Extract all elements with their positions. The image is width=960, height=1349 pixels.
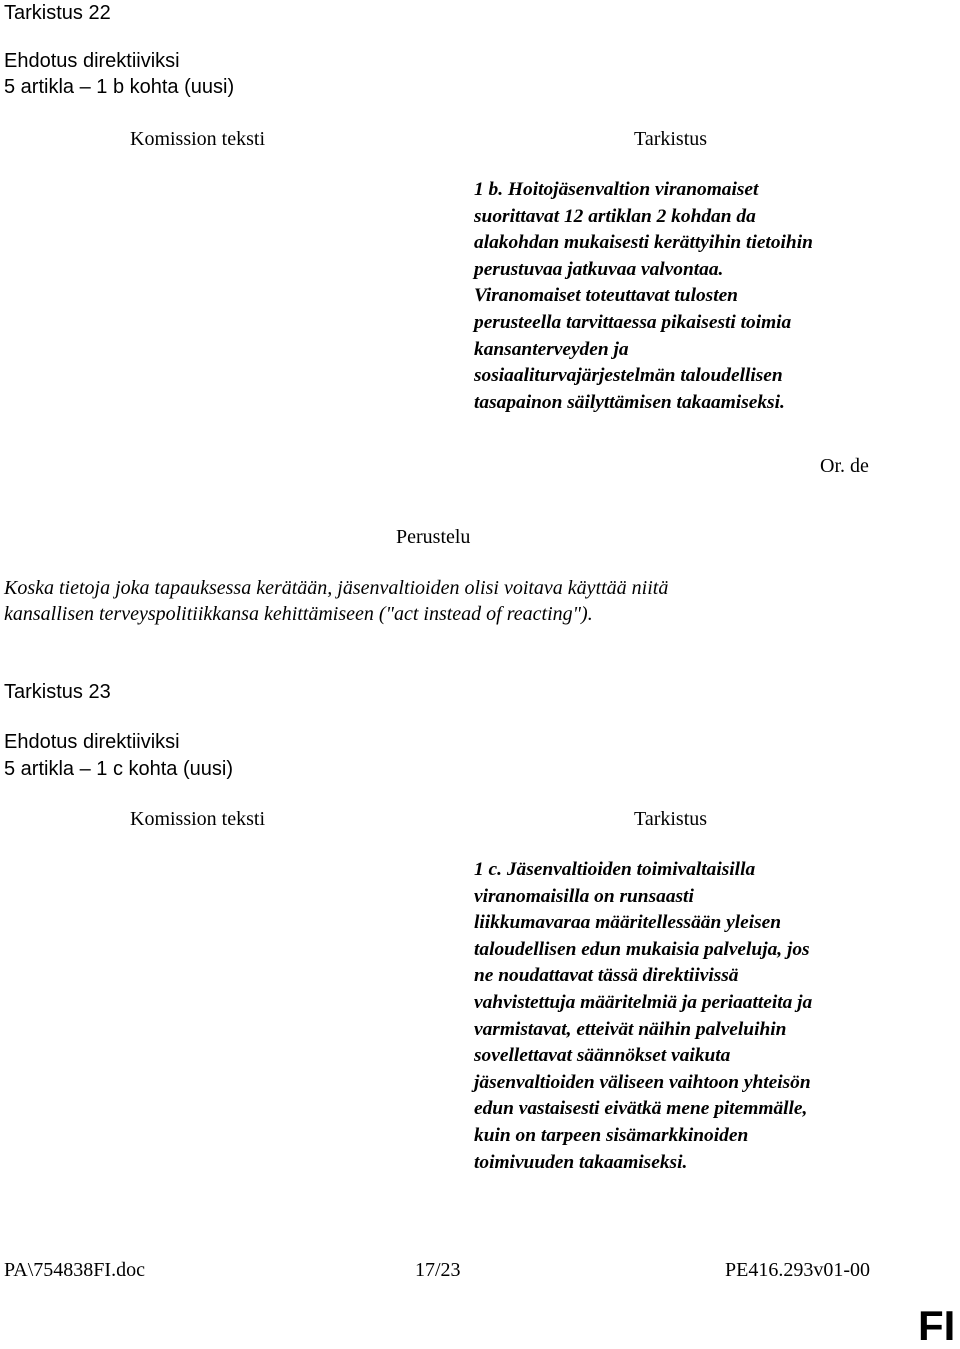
amendment-23-text-line: edun vastaisesti eivätkä mene pitemmälle, [474, 1098, 808, 1120]
amendment-23-text-line: 1 c. Jäsenvaltioiden toimivaltaisilla [474, 859, 756, 880]
amendment-23-text-line: sovellettavat säännökset vaikuta [474, 1045, 731, 1067]
amendment-22-text [474, 177, 813, 416]
amendment-22-amendment-heading: Tarkistus [634, 128, 708, 150]
amendment-23-text-line: toimivuuden takaamiseksi. [474, 1151, 688, 1173]
amendment-22-text-line: tasapainon säilyttämisen takaamiseksi. [474, 391, 785, 413]
amendment-22-text-line: Viranomaiset toteuttavat tulosten [474, 285, 738, 307]
amendment-23-text-line: liikkumavaraa määritellessään yleisen [474, 912, 782, 934]
amendment-22-proposal: Ehdotus direktiiviksi [4, 50, 180, 72]
amendment-23-text [474, 857, 812, 1176]
footer-doc-ref: PA\754838FI.doc [4, 1259, 145, 1281]
amendment-23-number: Tarkistus 23 [4, 681, 111, 703]
amendment-22-text-line: perusteella tarvittaessa pikaisesti toimia [474, 311, 792, 333]
footer-page-number: 17/23 [415, 1259, 461, 1281]
amendment-23-text-line: varmistavat, etteivät näihin palveluihin [474, 1018, 787, 1040]
amendment-23-text-line: kuin on tarpeen sisämarkkinoiden [474, 1124, 749, 1146]
justification-heading: Perustelu [396, 526, 471, 548]
amendment-23-amendment-heading: Tarkistus [634, 808, 708, 830]
amendment-22-text-line: suorittavat 12 artiklan 2 kohdan da [474, 205, 756, 227]
amendment-23-text-line: jäsenvaltioiden väliseen vaihtoon yhteisön [474, 1071, 811, 1093]
amendment-23-text-line: vahvistettuja määritelmiä ja periaatteita ja [474, 991, 813, 1013]
justification-text [4, 575, 668, 627]
footer-language-code: FI [918, 1302, 956, 1349]
amendment-22-commission-heading: Komission teksti [130, 128, 266, 150]
justification-line: kansallisen terveyspolitiikkansa kehittämiseen ("act instead of reacting"). [4, 603, 593, 625]
justification-line: Koska tietoja joka tapauksessa kerätään, jäsenvaltioiden olisi voitava käyttää niitä [4, 577, 669, 599]
original-language: Or. de [820, 455, 869, 477]
amendment-23-article: 5 artikla – 1 c kohta (uusi) [4, 758, 233, 780]
amendment-22-article: 5 artikla – 1 b kohta (uusi) [4, 76, 235, 98]
amendment-22-text-line: perustuvaa jatkuvaa valvontaa. [474, 258, 724, 280]
amendment-23-text-line: viranomaisilla on runsaasti [474, 885, 694, 907]
amendment-22-text-line: 1 b. Hoitojäsenvaltion viranomaiset [474, 179, 759, 200]
amendment-23-commission-heading: Komission teksti [130, 808, 266, 830]
amendment-23-text-line: taloudellisen edun mukaisia palveluja, jos [474, 938, 810, 960]
amendment-22-text-line: kansanterveyden ja [474, 338, 629, 360]
footer-pe-ref: PE416.293v01-00 [725, 1259, 870, 1281]
amendment-22-text-line: sosiaaliturvajärjestelmän taloudellisen [474, 365, 783, 387]
amendment-22-number: Tarkistus 22 [4, 2, 111, 24]
amendment-22-text-line: alakohdan mukaisesti kerättyihin tietoihin [474, 232, 813, 254]
amendment-23-proposal: Ehdotus direktiiviksi [4, 731, 180, 753]
amendment-23-text-line: ne noudattavat tässä direktiivissä [474, 965, 739, 987]
